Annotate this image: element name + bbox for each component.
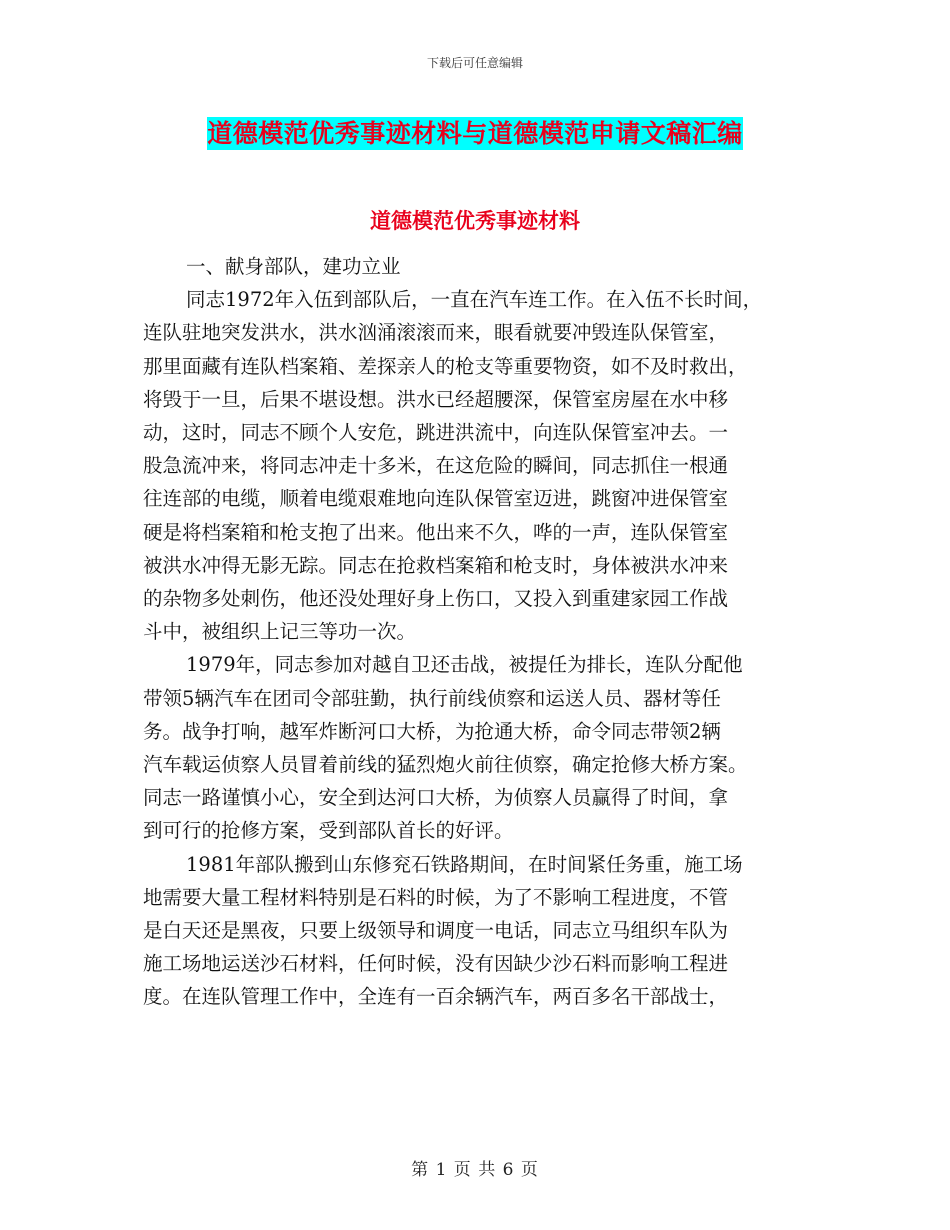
text-line: 施工场地运送沙石材料，任何时候，没有因缺少沙石料而影响工程进 <box>143 952 729 976</box>
text-line: 带领5辆汽车在团司令部驻勤，执行前线侦察和运送人员、器材等任 <box>143 686 721 710</box>
text-line: 连队驻地突发洪水，洪水汹涌滚滚而来，眼看就要冲毁连队保管室， <box>143 321 729 345</box>
text-line: 动，这时，同志不顾个人安危，跳进洪流中，向连队保管室冲去。一 <box>143 421 729 445</box>
page-footer: 第 1 页 共 6 页 <box>411 1160 539 1180</box>
text-line: 一、献身部队，建功立业 <box>186 255 401 278</box>
text-line: 务。战争打响，越军炸断河口大桥，为抢通大桥，命令同志带领2辆 <box>143 719 721 743</box>
text-line: 将毁于一旦，后果不堪设想。洪水已经超腰深，保管室房屋在水中移 <box>143 387 729 411</box>
text-line: 度。在连队管理工作中，全连有一百余辆汽车，两百多名干部战士， <box>143 985 729 1009</box>
text-line: 1981年部队搬到山东修兖石铁路期间，在时间紧任务重，施工场 <box>186 852 743 876</box>
text-line: 到可行的抢修方案，受到部队首长的好评。 <box>143 819 514 843</box>
text-line: 被洪水冲得无影无踪。同志在抢救档案箱和枪支时，身体被洪水冲来 <box>143 553 729 577</box>
text-line: 是白天还是黑夜，只要上级领导和调度一电话，同志立马组织车队为 <box>143 919 729 943</box>
document-title <box>0 114 950 150</box>
text-line: 1979年，同志参加对越自卫还击战，被提任为排长，连队分配他 <box>186 653 743 677</box>
body-text <box>143 250 813 1014</box>
page-header-note: 下载后可任意编辑 <box>426 56 523 70</box>
text-line: 同志1972年入伍到部队后，一直在汽车连工作。在入伍不长时间， <box>186 288 763 312</box>
text-line: 那里面藏有连队档案箱、差探亲人的枪支等重要物资，如不及时救出， <box>143 354 748 378</box>
text-line: 的杂物多处刺伤，他还没处理好身上伤口，又投入到重建家园工作战 <box>143 587 729 611</box>
text-line: 同志一路谨慎小心，安全到达河口大桥，为侦察人员赢得了时间，拿 <box>143 786 729 810</box>
section-title: 道德模范优秀事迹材料 <box>370 208 580 233</box>
text-line: 汽车载运侦察人员冒着前线的猛烈炮火前往侦察，确定抢修大桥方案。 <box>143 753 748 777</box>
document-title-text: 道德模范优秀事迹材料与道德模范申请文稿汇编 <box>207 119 743 148</box>
text-line: 往连部的电缆，顺着电缆艰难地向连队保管室迈进，跳窗冲进保管室 <box>143 487 729 511</box>
text-line: 股急流冲来，将同志冲走十多米，在这危险的瞬间，同志抓住一根通 <box>143 454 729 478</box>
text-line: 斗中，被组织上记三等功一次。 <box>143 620 417 644</box>
text-line: 地需要大量工程材料特别是石料的时候，为了不影响工程进度，不管 <box>143 885 729 909</box>
text-line: 硬是将档案箱和枪支抱了出来。他出来不久，哗的一声，连队保管室 <box>143 520 729 544</box>
